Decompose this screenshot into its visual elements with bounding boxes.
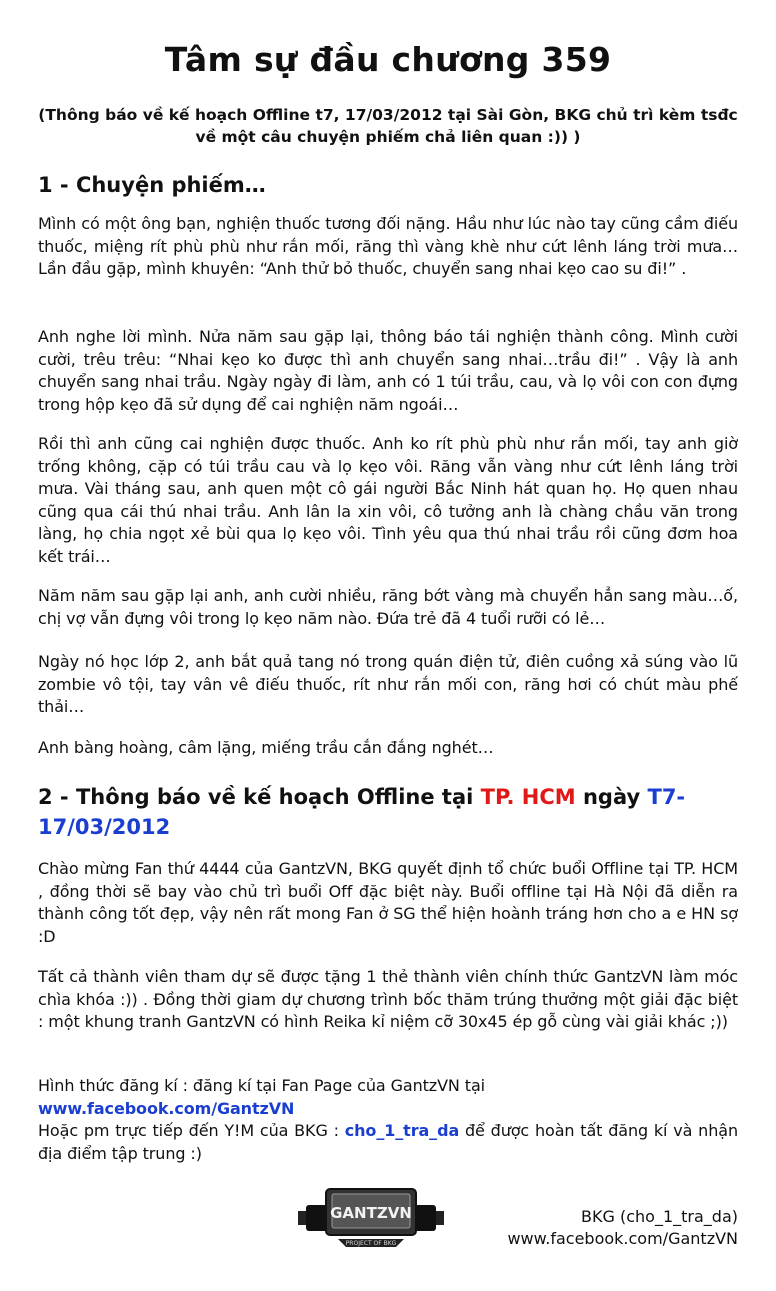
section-1-heading: 1 - Chuyện phiếm…: [38, 173, 266, 197]
section-2-paragraph: Tất cả thành viên tham dự sẽ được tặng 1 thẻ thành viên chính thức GantzVN làm móc chìa khóa :)) . Đồng thời giam dự chương trình bốc thăm trúng thưởng một giải đặc biệt : một khung tranh GantzVN có hình Reika kỉ niệm cỡ 30x45 ép gỗ cùng vài giải khác ;)): [38, 967, 738, 1031]
gantzvn-logo-icon: [296, 1185, 446, 1251]
yim-id-link[interactable]: cho_1_tra_da: [344, 1121, 460, 1140]
section-2-heading-mid: ngày: [575, 785, 648, 809]
page-title: Tâm sự đầu chương 359: [164, 40, 612, 79]
pm-prefix: Hoặc pm trực tiếp đến Y!M của BKG :: [38, 1121, 345, 1140]
logo-text: GANTZVN: [330, 1204, 412, 1222]
section-2-paragraph: Chào mừng Fan thứ 4444 của GantzVN, BKG quyết định tổ chức buổi Offline tại TP. HCM , đồng thời sẽ bay vào chủ trì buổi Off đặc biệt này. Buổi offline tại Hà Nội đã diễn ra thành công tốt đẹp, vậy nên rất mong Fan ở SG thể hiện hoành tráng hơn cho a e HN sợ :D: [38, 859, 738, 946]
registration-block: [38, 1075, 738, 1165]
section-1-paragraph: Rồi thì anh cũng cai nghiện được thuốc. Anh ko rít phù phù như rắn mối, tay anh giờ trống không, cặp có túi trầu cau và lọ kẹo vôi. Răng vẫn vàng như cứt lênh láng trời mưa. Vài tháng sau, anh quen một cô gái người Bắc Ninh hát quan họ. Họ quen nhau cũng qua cái thú nhai trầu. Anh lân la xin vôi, cô tưởng anh là chàng chầu văn trong làng, họ chia ngọt xẻ bùi qua lọ kẹo vôi. Tình yêu qua thú nhai trầu rồi cũng đơm hoa kết trái…: [38, 434, 738, 566]
signature: [507, 1206, 738, 1250]
section-1-paragraph: Ngày nó học lớp 2, anh bắt quả tang nó trong quán điện tử, điên cuồng xả súng vào lũ zombie vô tội, tay vân vê điếu thuốc, rít như rắn mối con, răng hơi có chút màu phế thải…: [38, 652, 738, 716]
section-2-heading-city: TP. HCM: [480, 785, 576, 809]
section-2-heading-prefix: 2 - Thông báo về kế hoạch Offline tại: [38, 785, 481, 809]
section-1-paragraph: Anh bàng hoàng, câm lặng, miếng trầu cắn đắng nghét…: [38, 738, 494, 757]
logo-subtext: PROJECT OF BKG: [345, 1240, 397, 1247]
fanpage-link[interactable]: www.facebook.com/GantzVN: [38, 1098, 295, 1118]
pm-suffix: để được hoàn tất đăng kí và nhận địa điểm tập trung :): [38, 1121, 739, 1163]
signature-url[interactable]: www.facebook.com/GantzVN: [507, 1229, 738, 1248]
registration-text: Hình thức đăng kí : đăng kí tại Fan Page của GantzVN tại: [38, 1076, 486, 1095]
section-1-paragraph: Anh nghe lời mình. Nửa năm sau gặp lại, thông báo tái nghiện thành công. Mình cười cười, trêu trêu: “Nhai kẹo ko được thì anh chuyển sang nhai…trầu đi!” . Vậy là anh chuyển sang nhai trầu. Ngày ngày đi làm, anh có 1 túi trầu, cau, và lọ vôi con con đựng trong hộp kẹo đã sử dụng để cai nghiện năm ngoái…: [38, 327, 738, 414]
section-2-heading-date: T7-17/03/2012: [38, 785, 686, 839]
signature-name: BKG (cho_1_tra_da): [581, 1207, 738, 1226]
section-1-paragraph: Năm năm sau gặp lại anh, anh cười nhiều, răng bớt vàng mà chuyển hẳn sang màu…ố, chị vợ vẫn đựng vôi trong lọ kẹo năm nào. Đứa trẻ đã 4 tuổi rưỡi có lẻ…: [38, 586, 738, 628]
section-1-paragraph: Mình có một ông bạn, nghiện thuốc tương đối nặng. Hầu như lúc nào tay cũng cầm điếu thuốc, miệng rít phù phù như rắn mối, răng thì vàng khè như cứt lênh láng trời mưa… Lần đầu gặp, mình khuyên: “Anh thử bỏ thuốc, chuyển sang nhai kẹo cao su đi!” .: [38, 214, 738, 278]
page-subtitle: (Thông báo về kế hoạch Offline t7, 17/03/2012 tại Sài Gòn, BKG chủ trì kèm tsđc về một câu chuyện phiếm chả liên quan :)) ): [38, 106, 738, 146]
section-2-heading: [38, 782, 738, 842]
